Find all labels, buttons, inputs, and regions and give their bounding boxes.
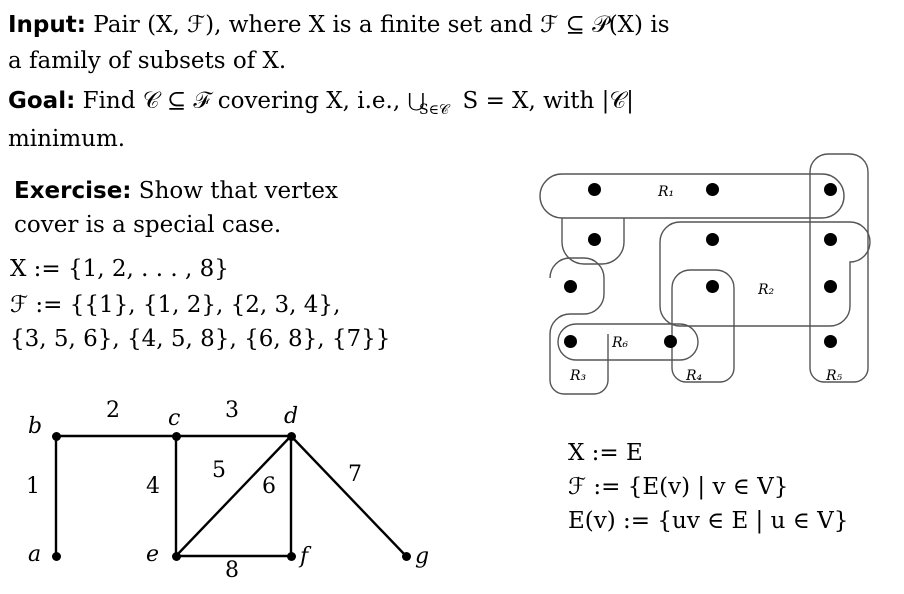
diagram-dot-8: [706, 280, 719, 293]
vertex-label-f: f: [300, 544, 309, 569]
reduction-formula-line2: ℱ := {E(v) | v ∈ V}: [568, 474, 789, 500]
graph-vertex-g: [402, 552, 411, 561]
vertex-label-d: d: [284, 404, 299, 429]
exercise-line2: cover is a special case.: [14, 212, 282, 238]
graph-vertex-c: [172, 432, 181, 441]
goal-label: Goal:: [8, 88, 76, 114]
graph-vertex-b: [52, 432, 61, 441]
diagram-dot-2: [706, 183, 719, 196]
diagram-dot-10: [564, 335, 577, 348]
set-x-definition: X := {1, 2, . . . , 8}: [10, 256, 229, 282]
edge-label-8: 8: [225, 558, 239, 583]
region-label-R4: R₄: [686, 368, 703, 384]
reduction-formula-line1: X := E: [568, 440, 643, 466]
input-text-1: Pair (X, ℱ), where X is a finite set and ℱ ⊆ 𝒫(X) is: [85, 12, 670, 38]
diagram-dot-9: [824, 280, 837, 293]
goal-union-subscript: S∈𝒞: [419, 102, 450, 118]
graph-vertex-f: [287, 552, 296, 561]
example-graph: [0, 400, 500, 590]
input-label: Input:: [8, 12, 86, 38]
region-label-R5: R₅: [826, 368, 843, 384]
diagram-dot-6: [824, 233, 837, 246]
goal-statement-line2: minimum.: [8, 126, 126, 152]
region-R2-outline: [660, 222, 870, 326]
graph-vertex-d: [287, 432, 296, 441]
region-R5-outline: [810, 154, 868, 382]
reduction-formula-line3: E(v) := {uv ∈ E | u ∈ V}: [568, 508, 849, 534]
edge-label-2: 2: [106, 398, 120, 423]
goal-text-1: Find 𝒞 ⊆ ℱ covering X, i.e., ⋃: [75, 88, 426, 114]
vertex-label-b: b: [28, 414, 43, 439]
diagram-dot-5: [706, 233, 719, 246]
edge-label-3: 3: [225, 398, 239, 423]
graph-vertex-a: [52, 552, 61, 561]
input-statement-line2: a family of subsets of X.: [8, 48, 287, 74]
edge-label-4: 4: [146, 474, 160, 499]
edge-7-d-g: [291, 436, 406, 556]
region-outlines: [540, 160, 900, 400]
exercise-text-1: Show that vertex: [131, 178, 338, 204]
family-f-definition-line1: ℱ := {{1}, {1, 2}, {2, 3, 4},: [10, 292, 341, 318]
diagram-dot-4: [588, 233, 601, 246]
diagram-dot-11: [664, 335, 677, 348]
vertex-label-g: g: [415, 544, 430, 569]
graph-vertex-e: [172, 552, 181, 561]
exercise-line1: [14, 178, 338, 204]
family-f-definition-line2: {3, 5, 6}, {4, 5, 8}, {6, 8}, {7}}: [10, 326, 391, 352]
diagram-dot-1: [588, 183, 601, 196]
edge-label-5: 5: [212, 458, 226, 483]
region-label-R6: R₆: [612, 335, 629, 351]
edge-label-6: 6: [262, 474, 276, 499]
region-label-R1: R₁: [658, 184, 675, 200]
vertex-label-a: a: [28, 542, 42, 567]
edge-label-1: 1: [26, 474, 40, 499]
set-cover-diagram: [540, 160, 900, 400]
diagram-dot-3: [824, 183, 837, 196]
vertex-label-e: e: [146, 542, 160, 567]
vertex-label-c: c: [168, 406, 181, 431]
exercise-label: Exercise:: [14, 178, 132, 204]
region-label-R3: R₃: [570, 368, 587, 384]
goal-text-2: S = X, with |𝒞|: [455, 88, 634, 114]
diagram-dot-12: [824, 335, 837, 348]
input-statement-line1: [8, 12, 670, 38]
diagram-dot-7: [564, 280, 577, 293]
edge-label-7: 7: [348, 462, 362, 487]
region-label-R2: R₂: [758, 282, 775, 298]
goal-statement-line1: [8, 88, 634, 118]
region-R1-outline: [540, 174, 844, 218]
